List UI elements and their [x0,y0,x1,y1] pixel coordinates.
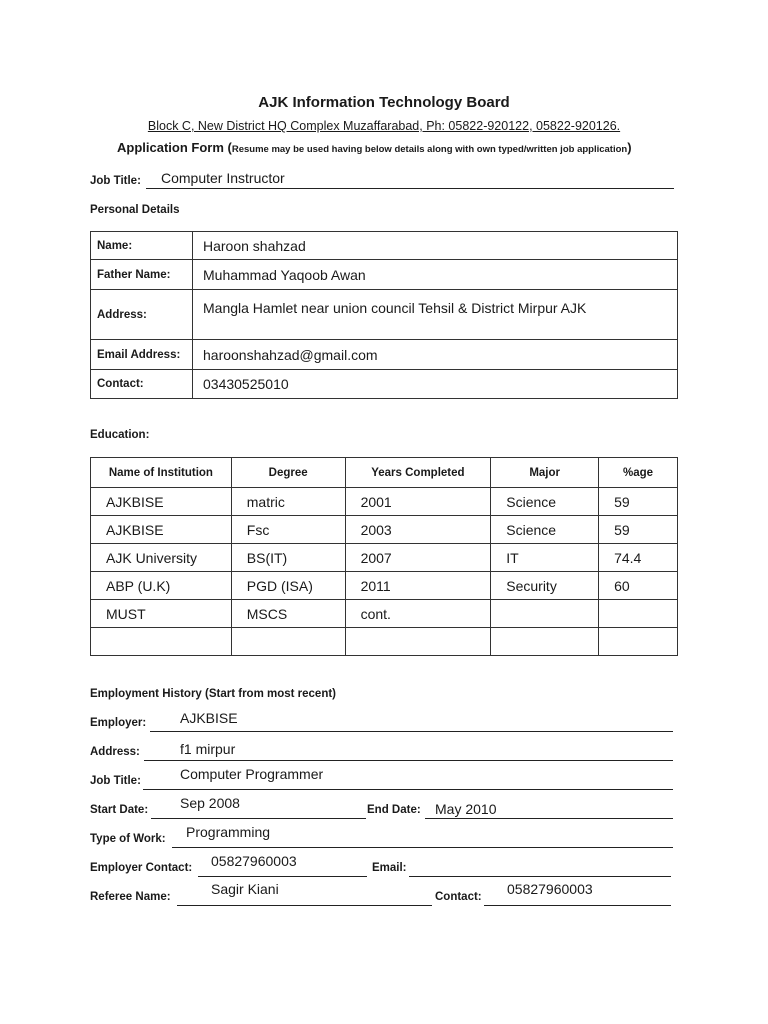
table-row [91,260,678,290]
cell-institution[interactable]: MUST [91,600,232,628]
start-date-line [151,818,366,819]
referee-name-line [177,905,432,906]
cell-degree[interactable]: PGD (ISA) [231,572,345,600]
education-header-row [91,458,678,488]
emp-address-line [144,760,673,761]
employer-label: Employer: [90,717,147,729]
table-row [91,488,678,516]
address-text: Block C, New District HQ Complex Muzaffarabad, Ph: 05822-920122, 05822-920126. [147,119,621,133]
cell-major[interactable]: Security [491,572,599,600]
cell-percentage[interactable]: 74.4 [599,544,678,572]
cell-degree[interactable] [231,628,345,656]
table-row [91,340,678,370]
cell-major[interactable]: IT [491,544,599,572]
cell-percentage[interactable]: 59 [599,516,678,544]
address-value[interactable]: Mangla Hamlet near union council Tehsil & District Mirpur AJK [193,290,678,340]
table-row [91,290,678,340]
address-label: Address: [91,290,193,340]
cell-percentage[interactable]: 60 [599,572,678,600]
contact-label: Contact: [91,370,193,399]
employer-contact-line [198,876,367,877]
job-title-value[interactable]: Computer Instructor [161,170,285,186]
employer-contact-label: Employer Contact: [90,862,193,874]
cell-degree[interactable]: Fsc [231,516,345,544]
email-label: Email Address: [91,340,193,370]
cell-percentage[interactable]: 59 [599,488,678,516]
form-title [117,140,632,155]
table-row [91,370,678,399]
cell-major[interactable]: Science [491,516,599,544]
col-percentage: %age [599,458,678,488]
form-close: ) [627,140,632,155]
organization-address [0,119,768,133]
emp-job-title-value[interactable]: Computer Programmer [180,766,324,782]
cell-years[interactable]: 2007 [345,544,491,572]
work-type-value[interactable]: Programming [186,824,271,840]
referee-contact-line [484,905,671,906]
referee-contact-label: Contact: [435,891,482,903]
cell-degree[interactable]: BS(IT) [231,544,345,572]
job-title-line [146,188,674,189]
cell-institution[interactable]: AJKBISE [91,516,232,544]
form-note: Resume may be used having below details along with own typed/written job application [231,144,628,155]
emp-address-label: Address: [90,746,140,758]
employer-line [150,731,673,732]
cell-years[interactable]: cont. [345,600,491,628]
table-row [91,572,678,600]
email-value[interactable]: haroonshahzad@gmail.com [193,340,678,370]
cell-institution[interactable]: ABP (U.K) [91,572,232,600]
cell-degree[interactable]: matric [231,488,345,516]
end-date-value[interactable]: May 2010 [435,801,497,817]
cell-percentage[interactable] [599,628,678,656]
name-value[interactable]: Haroon shahzad [193,232,678,260]
cell-institution[interactable] [91,628,232,656]
col-major: Major [491,458,599,488]
work-type-line [172,847,673,848]
referee-name-label: Referee Name: [90,891,171,903]
end-date-line [425,818,673,819]
education-heading: Education: [90,429,150,441]
job-title-label: Job Title: [90,175,141,187]
father-name-value[interactable]: Muhammad Yaqoob Awan [193,260,678,290]
end-date-label: End Date: [367,804,421,816]
start-date-label: Start Date: [90,804,149,816]
emp-email-label: Email: [372,862,407,874]
cell-institution[interactable]: AJKBISE [91,488,232,516]
education-table [90,457,678,656]
table-row [91,232,678,260]
table-row [91,600,678,628]
col-years: Years Completed [345,458,491,488]
cell-years[interactable]: 2003 [345,516,491,544]
cell-major[interactable]: Science [491,488,599,516]
employment-heading: Employment History (Start from most recent) [90,688,337,700]
cell-percentage[interactable] [599,600,678,628]
personal-details-heading: Personal Details [90,204,180,216]
cell-years[interactable] [345,628,491,656]
emp-job-title-label: Job Title: [90,775,141,787]
personal-details-table [90,231,678,399]
cell-years[interactable]: 2001 [345,488,491,516]
contact-value[interactable]: 03430525010 [193,370,678,399]
father-name-label: Father Name: [91,260,193,290]
referee-name-value[interactable]: Sagir Kiani [211,881,279,897]
cell-major[interactable] [491,628,599,656]
col-degree: Degree [231,458,345,488]
col-institution: Name of Institution [91,458,232,488]
emp-job-title-line [143,789,673,790]
organization-title: AJK Information Technology Board [258,94,510,111]
table-row [91,516,678,544]
emp-email-line [409,876,671,877]
name-label: Name: [91,232,193,260]
work-type-label: Type of Work: [90,833,166,845]
cell-degree[interactable]: MSCS [231,600,345,628]
cell-institution[interactable]: AJK University [91,544,232,572]
start-date-value[interactable]: Sep 2008 [180,795,240,811]
cell-years[interactable]: 2011 [345,572,491,600]
employer-value[interactable]: AJKBISE [180,710,238,726]
cell-major[interactable] [491,600,599,628]
form-label: Application Form ( [117,140,232,155]
employer-contact-value[interactable]: 05827960003 [211,853,297,869]
table-row [91,628,678,656]
table-row [91,544,678,572]
emp-address-value[interactable]: f1 mirpur [180,741,236,757]
referee-contact-value[interactable]: 05827960003 [507,881,593,897]
